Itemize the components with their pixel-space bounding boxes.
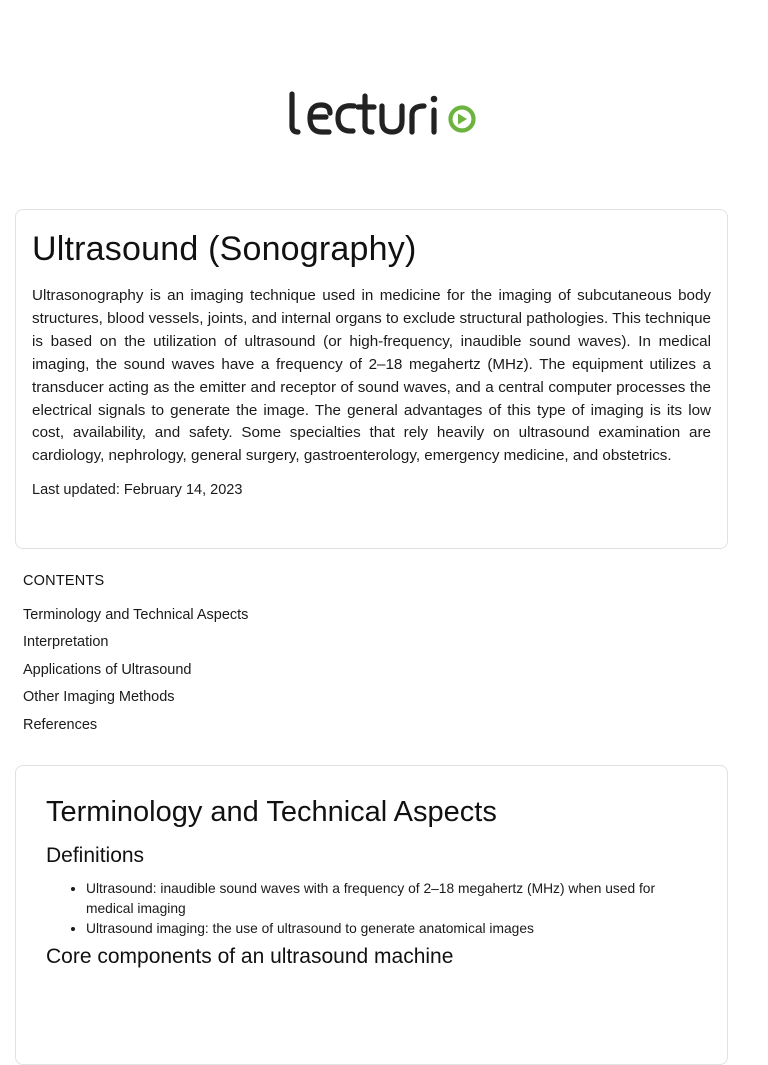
- table-of-contents: [23, 571, 523, 742]
- contents-link-applications[interactable]: Applications of Ultrasound: [23, 661, 192, 678]
- contents-link-interpretation[interactable]: Interpretation: [23, 634, 109, 651]
- core-components-heading: Core components of an ultrasound machine: [46, 945, 454, 968]
- page-title: Ultrasound (Sonography): [32, 230, 417, 268]
- list-item: • Ultrasound imaging: the use of ultrasound to generate anatomical images: [86, 919, 697, 939]
- contents-link-references[interactable]: References: [23, 716, 98, 733]
- lecturio-logo-icon: [286, 88, 482, 138]
- lecturio-logo[interactable]: [0, 88, 768, 143]
- last-updated: Last updated: February 14, 2023: [32, 482, 243, 499]
- contents-link-terminology[interactable]: Terminology and Technical Aspects: [23, 607, 249, 623]
- intro-card: [15, 209, 728, 549]
- list-item: • Ultrasound: inaudible sound waves with a frequency of 2–18 megahertz (MHz) when used for medical imaging: [86, 879, 697, 919]
- definitions-list: [46, 879, 697, 939]
- terminology-section-card: [15, 765, 728, 1065]
- section-title: Terminology and Technical Aspects: [46, 796, 497, 828]
- contents-heading: CONTENTS: [23, 573, 105, 589]
- intro-paragraph: Ultrasonography is an imaging technique used in medicine for the imaging of subcutaneous body structures, blood vessels, joints, and internal organs to exclude structural pathologies. This technique is based on the utilization of ultrasound (or high-frequency, inaudible sound waves). In medical imaging, the sound waves have a frequency of 2–18 megahertz (MHz). The equipment utilizes a transducer acting as the emitter and receptor of sound waves, and a central computer processes the electrical signals to generate the image. The general advantages of this type of imaging is its low cost, availability, and safety. Some specialties that rely heavily on ultrasound examination are cardiology, nephrology, general surgery, gastroenterology, emergency medicine, and obstetrics.: [32, 287, 711, 465]
- contents-list: [23, 605, 523, 735]
- contents-link-other-imaging[interactable]: Other Imaging Methods: [23, 689, 175, 706]
- definitions-heading: Definitions: [46, 844, 145, 867]
